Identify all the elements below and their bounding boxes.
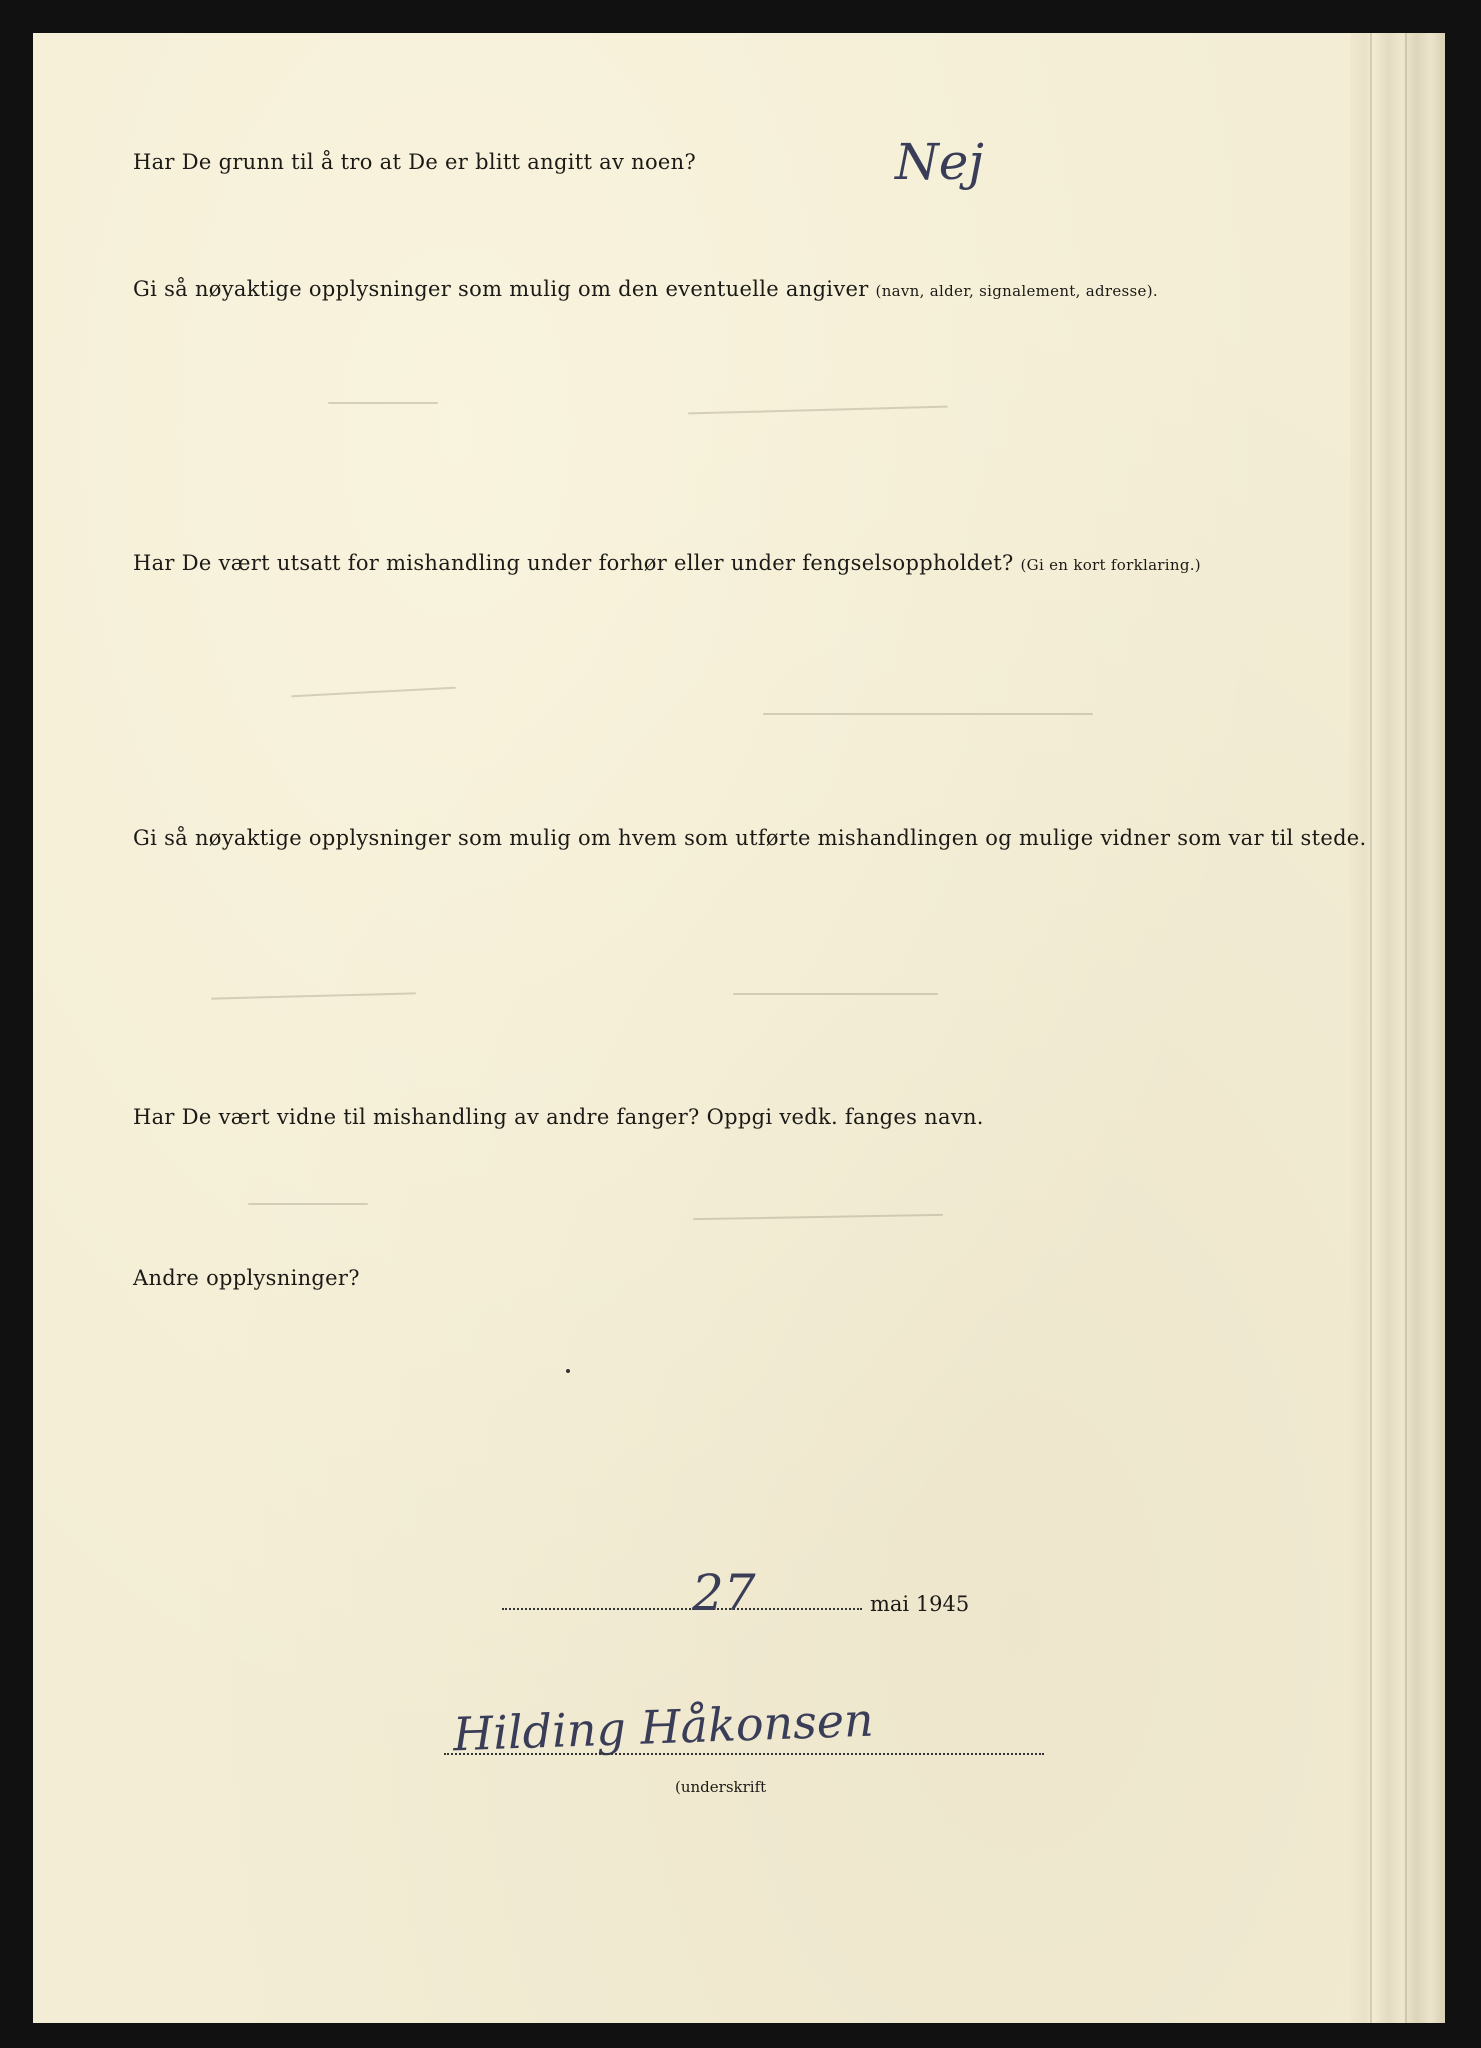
pencil-line (733, 993, 938, 995)
signature-label: (underskrift (675, 1778, 767, 1796)
question-2 (133, 277, 1158, 301)
date-dotted-line (502, 1608, 862, 1610)
pencil-line (328, 402, 438, 404)
date-day-handwritten: 27 (692, 1564, 756, 1622)
question-1: Har De grunn til å tro at De er blitt angitt av noen? (133, 150, 696, 174)
ink-speck (566, 1369, 570, 1373)
pencil-line (248, 1203, 368, 1205)
date-month-year: mai 1945 (870, 1592, 970, 1616)
date-field (502, 1564, 982, 1622)
pencil-line (763, 713, 1093, 715)
question-3-hint: (Gi en kort forklaring.) (1020, 556, 1201, 574)
question-2-hint: (navn, alder, signalement, adresse). (875, 282, 1158, 300)
pencil-line (688, 406, 948, 415)
question-3-text: Har De vært utsatt for mishandling under forhør eller under fengselsoppholdet? (133, 551, 1014, 575)
form-sheet (33, 33, 1445, 2023)
question-6: Andre opplysninger? (133, 1266, 360, 1290)
pencil-line (291, 687, 456, 698)
pencil-line (693, 1214, 943, 1220)
question-3 (133, 551, 1201, 575)
question-4: Gi så nøyaktige opplysninger som mulig om hvem som utførte mishandlingen og mulige vidner som var til stede. (133, 826, 1367, 850)
signature-dotted-line (444, 1753, 1044, 1755)
pencil-line (211, 992, 416, 999)
question-2-text: Gi så nøyaktige opplysninger som mulig om den eventuelle angiver (133, 277, 869, 301)
page-edge-stack (1350, 33, 1445, 2023)
answer-1-handwritten: Nej (895, 133, 984, 191)
question-5: Har De vært vidne til mishandling av andre fanger? Oppgi vedk. fanges navn. (133, 1105, 984, 1129)
signature-handwritten: Hilding Håkonsen (452, 1692, 875, 1762)
